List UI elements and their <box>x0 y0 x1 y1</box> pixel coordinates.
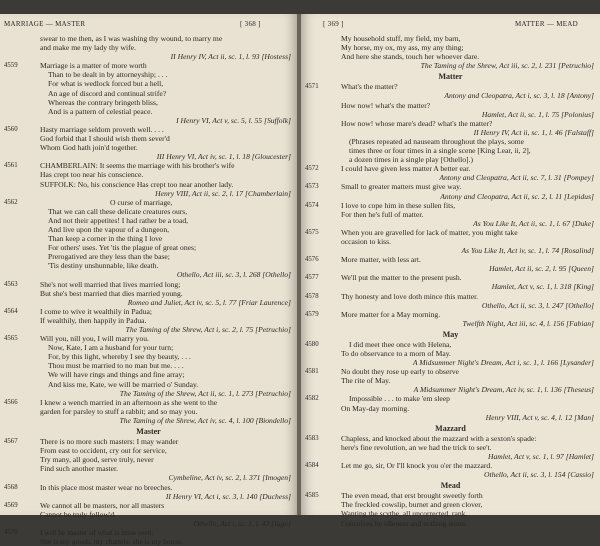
entry-number: 4564 <box>4 307 18 315</box>
quote-line <box>301 509 600 518</box>
quote-text: I come to wive it wealthily in Padua; <box>40 306 152 316</box>
quote-line <box>0 352 297 361</box>
quote-text: That we can call these delicate creatures ours, <box>48 206 188 216</box>
right-page-header <box>301 20 600 32</box>
citation-text: As You Like It, Act ii, sc. 1, l. 67 [Duke] <box>473 218 594 228</box>
quote-line <box>0 61 297 70</box>
entry-number: 4575 <box>305 228 319 236</box>
citation-line <box>301 173 600 182</box>
citation-text: Cymbeline, Act iv, sc. 2, l. 371 [Imogen] <box>168 473 291 483</box>
quote-text: Cannot be truly follow'd. <box>40 509 117 519</box>
entry-number: 4568 <box>4 483 18 491</box>
quote-text: Try many, all good, serve truly, never <box>40 455 154 465</box>
quote-line <box>301 119 600 128</box>
entry-number: 4566 <box>4 398 18 406</box>
quote-text: (Phrases repeated ad nauseam throughout the plays, some <box>349 136 525 146</box>
quote-line <box>0 243 297 252</box>
section-heading: Matter <box>438 72 463 82</box>
quote-line <box>0 537 297 546</box>
quote-line <box>301 376 600 385</box>
quote-text: My household stuff, my field, my barn, <box>341 34 461 43</box>
quote-text: More matter, with less art. <box>341 255 421 265</box>
citation-line <box>301 264 600 273</box>
quote-line <box>301 310 600 319</box>
quote-line <box>0 380 297 389</box>
quote-text: I could have given less matter A better ear. <box>341 164 471 174</box>
citation-text: A Midsummer Night's Dream, Act i, sc. 1, l. 166 [Lysander] <box>412 358 594 368</box>
quote-text: From east to occident, cry out for service, <box>40 446 167 456</box>
citation-text: Twelfth Night, Act iii, sc. 4, l. 156 [Fabian] <box>462 318 594 328</box>
quote-line <box>0 483 297 492</box>
quote-text: occasion to kiss. <box>341 236 391 246</box>
quote-line <box>0 79 297 88</box>
quote-line <box>0 446 297 455</box>
quote-line <box>301 52 600 61</box>
citation-text: Antony and Cleopatra, Act i, sc. 3, l. 18 [Antony] <box>444 91 594 101</box>
citation-line <box>301 91 600 100</box>
quote-text: O curse of marriage, <box>110 197 173 207</box>
quote-line <box>0 289 297 298</box>
entry-number: 4573 <box>305 183 319 191</box>
quote-text: If wealthily, then happily in Padua. <box>40 315 147 325</box>
entry-number: 4565 <box>4 335 18 343</box>
entry-number: 4579 <box>305 310 319 318</box>
citation-line <box>0 325 297 334</box>
running-head-right: MATTER — MEAD <box>515 20 579 28</box>
quote-text: Small to greater matters must give way. <box>341 182 462 192</box>
citation-text: Hamlet, Act ii, sc. 1, l. 75 [Polonius] <box>481 109 594 119</box>
quote-line <box>0 398 297 407</box>
quote-text: In this place most master wear no breeches. <box>40 482 173 492</box>
quote-text: For what is wedlock forced but a hell, <box>48 79 164 89</box>
quote-line <box>0 361 297 370</box>
citation-line <box>0 189 297 198</box>
quote-line <box>301 255 600 264</box>
quote-text: Whom God hath join'd together. <box>40 143 138 153</box>
citation-line <box>301 385 600 394</box>
quote-text: and make me my lady thy wife. <box>40 43 136 53</box>
citation-text: II Henry IV, Act ii, sc. 1, l. 93 [Hostess] <box>170 52 291 62</box>
quote-line <box>0 170 297 179</box>
quote-text: We'll put the matter to the present push. <box>341 273 462 283</box>
left-page <box>0 14 297 546</box>
quote-line <box>0 234 297 243</box>
quote-text: I did meet thee once with Helena, <box>349 339 452 349</box>
quote-line <box>0 70 297 79</box>
quote-line <box>0 528 297 537</box>
quote-line <box>301 273 600 282</box>
page-number-right: [ 369 ] <box>323 20 344 28</box>
quote-line <box>301 182 600 191</box>
entry-number: 4563 <box>4 280 18 288</box>
quote-text: Impossible . . . to make 'em sleep <box>349 394 450 404</box>
quote-text: And live upon the vapour of a dungeon, <box>48 224 170 234</box>
section-heading: Mead <box>440 481 461 491</box>
quote-line <box>301 404 600 413</box>
citation-line <box>0 270 297 279</box>
citation-line <box>301 110 600 119</box>
quote-line <box>0 280 297 289</box>
entry-number: 4576 <box>305 256 319 264</box>
citation-line <box>0 492 297 501</box>
quote-text: Wanting the scythe, all uncorrected, rank, <box>341 509 468 519</box>
quote-line <box>301 237 600 246</box>
section-heading: May <box>442 329 459 339</box>
quote-line <box>0 464 297 473</box>
citation-text: II Henry IV, Act ii, sc. 1, l. 46 [Falstaff] <box>473 127 594 137</box>
quote-text: SUFFOLK: No, his conscience Has crept too near another lady. <box>40 179 234 189</box>
quote-text: God forbid that I should wish them sever'd <box>40 134 170 144</box>
quote-text: 'Tis destiny unshunnable, like death. <box>48 261 159 271</box>
citation-line <box>301 61 600 70</box>
quote-text: And is a pattern of celestial peace. <box>48 106 153 116</box>
quote-text: And not their appetites! I had rather be a toad, <box>48 215 189 225</box>
citation-line <box>0 298 297 307</box>
quote-line <box>0 143 297 152</box>
quote-line <box>0 98 297 107</box>
quote-text: Chapless, and knocked about the mazzard with a sexton's spade: <box>341 433 537 443</box>
citation-text: Henry VIII, Act v, sc. 4, l. 12 [Man] <box>485 412 594 422</box>
citation-line <box>0 389 297 398</box>
entry-number: 4580 <box>305 340 319 348</box>
citation-line <box>0 473 297 482</box>
citation-line <box>301 219 600 228</box>
quote-line <box>0 316 297 325</box>
quote-line <box>0 134 297 143</box>
quote-line <box>0 261 297 270</box>
entry-number: 4578 <box>305 292 319 300</box>
citation-text: Antony and Cleopatra, Act ii, sc. 2, l. 11 [Lepidus] <box>440 191 594 201</box>
section-heading: Mazzard <box>435 423 466 433</box>
quote-text: How now! what's the matter? <box>341 100 431 110</box>
quote-text: Than to be dealt in by attorneyship; . . . <box>48 70 168 80</box>
quote-line <box>301 434 600 443</box>
quote-text: For, by this light, whereby I see thy beauty, . . . <box>48 352 191 362</box>
quote-line <box>0 334 297 343</box>
quote-line <box>0 198 297 207</box>
entry-number: 4560 <box>4 125 18 133</box>
quote-text: Has crept too near his conscience. <box>40 170 144 180</box>
citation-text: Hamlet, Act v, sc. 1, l. 318 [King] <box>491 282 594 292</box>
quote-text: I love to cope him in these sullen fits, <box>341 200 456 210</box>
quote-line <box>0 370 297 379</box>
quote-line <box>0 407 297 416</box>
entry-number: 4561 <box>4 162 18 170</box>
left-page-text <box>0 34 297 546</box>
quote-text: We will have rings and things and fine array; <box>48 370 185 380</box>
citation-line <box>0 416 297 425</box>
entry-number: 4572 <box>305 165 319 173</box>
quote-line <box>301 349 600 358</box>
quote-text: Find such another master. <box>40 464 119 474</box>
quote-text: Thou must be married to no man but me. . . . <box>48 361 184 371</box>
quote-line <box>0 89 297 98</box>
entry-number: 4581 <box>305 368 319 376</box>
quote-line <box>0 252 297 261</box>
quote-text: What's the matter? <box>341 82 398 92</box>
quote-text: There is no more such masters: I may wander <box>40 437 179 447</box>
quote-line <box>301 228 600 237</box>
left-page-header <box>0 20 297 32</box>
citation-line <box>0 152 297 161</box>
quote-line <box>0 207 297 216</box>
quote-text: I will be master of what is mine own: <box>40 527 154 537</box>
quote-text: She is my goods, my chattels; she is my house, <box>40 537 183 546</box>
quote-line <box>0 437 297 446</box>
citation-text: Othello, Act i, sc. 1, l. 43 [Iago] <box>193 518 291 528</box>
citation-line <box>301 358 600 367</box>
citation-line <box>301 282 600 291</box>
quote-line <box>0 343 297 352</box>
quote-text: Prerogatived are they less than the base; <box>48 252 170 262</box>
citation-text: I Henry VI, Act v, sc. 5, l. 55 [Suffolk] <box>176 115 291 125</box>
section-heading: Master <box>136 427 161 437</box>
quote-text: here's fine revolution, an we had the trick to see't. <box>341 442 492 452</box>
quote-text: garden for parsley to stuff a rabbit; and so may you. <box>40 406 198 416</box>
page-number-left: [ 368 ] <box>240 20 261 28</box>
citation-line <box>301 192 600 201</box>
quote-text: Whereas the contrary bringeth bliss, <box>48 97 158 107</box>
right-page <box>301 14 600 528</box>
quote-text: Will you, nill you, I will marry you. <box>40 334 149 344</box>
citation-line <box>301 452 600 461</box>
quote-line <box>0 34 297 43</box>
quote-text: Let me go, sir, Or I'll knock you o'er the mazzard. <box>341 461 493 471</box>
quote-text: When you are gravelled for lack of matter, you might take <box>341 227 518 237</box>
quote-line <box>0 216 297 225</box>
quote-line <box>301 146 600 155</box>
citation-text: Antony and Cleopatra, Act ii, sc. 7, l. 31 [Pompey] <box>439 173 594 183</box>
quote-line <box>301 461 600 470</box>
quote-line <box>301 367 600 376</box>
quote-line <box>301 137 600 146</box>
quote-text: I knew a wench married in an afternoon as she went to the <box>40 397 218 407</box>
quote-line <box>0 125 297 134</box>
quote-text: The even mead, that erst brought sweetly forth <box>341 491 483 501</box>
citation-text: Henry VIII, Act ii, sc. 2, l. 17 [Chamberlain] <box>155 188 291 198</box>
quote-line <box>301 340 600 349</box>
quote-line <box>301 292 600 301</box>
quote-line <box>0 307 297 316</box>
entry-number: 4571 <box>305 83 319 91</box>
quote-text: More matter for a May morning. <box>341 309 441 319</box>
quote-text: Marriage is a matter of more worth <box>40 61 147 71</box>
quote-line <box>301 500 600 509</box>
quote-text: No doubt they rose up early to observe <box>341 367 459 377</box>
quote-line <box>301 491 600 500</box>
quote-text: a dozen times in a single play [Othello].) <box>349 155 473 165</box>
entry-number: 4583 <box>305 434 319 442</box>
quote-line <box>301 155 600 164</box>
citation-text: The Taming of the Shrew, Act iv, sc. 4, l. 100 [Biondello] <box>119 415 291 425</box>
entry-number: 4567 <box>4 438 18 446</box>
quote-line <box>301 394 600 403</box>
citation-line <box>301 470 600 479</box>
citation-line <box>0 519 297 528</box>
citation-line <box>301 128 600 137</box>
citation-text: A Midsummer Night's Dream, Act iv, sc. 1, l. 136 [Theseus] <box>413 385 594 395</box>
quote-text: swear to me then, as I was washing thy wound, to marry me <box>40 34 223 43</box>
quote-line <box>301 43 600 52</box>
entry-number: 4582 <box>305 395 319 403</box>
citation-line <box>0 52 297 61</box>
quote-line <box>301 519 600 528</box>
quote-line <box>0 180 297 189</box>
quote-text: She's not well married that lives married long; <box>40 279 181 289</box>
quote-line <box>301 210 600 219</box>
citation-line <box>301 246 600 255</box>
quote-text: CHAMBERLAIN: It seems the marriage with his brother's wife <box>40 161 235 171</box>
citation-line <box>0 116 297 125</box>
quote-line <box>301 443 600 452</box>
quote-text: Than keep a corner in the thing I love <box>48 234 163 244</box>
citation-text: Romeo and Juliet, Act iv, sc. 5, l. 77 [Friar Laurence] <box>127 297 291 307</box>
running-head-left: MARRIAGE — MASTER <box>4 20 86 28</box>
quote-text: Thy honesty and love doth mince this matter. <box>341 291 479 301</box>
quote-line <box>0 510 297 519</box>
quote-text: On May-day morning. <box>341 403 410 413</box>
quote-text: We cannot all be masters, nor all masters <box>40 500 165 510</box>
quote-text: How now! whose mare's dead? what's the matter? <box>341 118 493 128</box>
quote-text: The freckled cowslip, burnet and green clover, <box>341 500 483 510</box>
entry-number: 4574 <box>305 201 319 209</box>
quote-line <box>301 164 600 173</box>
citation-text: II Henry VI, Act i, sc. 3, l. 140 [Duchess] <box>165 491 291 501</box>
citation-text: Hamlet, Act v, sc. 1, l. 97 [Hamlet] <box>487 451 594 461</box>
quote-line <box>0 225 297 234</box>
citation-text: As You Like It, Act iv, sc. 1, l. 74 [Rosalind] <box>461 246 594 256</box>
entry-number: 4559 <box>4 62 18 70</box>
quote-line <box>0 161 297 170</box>
right-page-text <box>301 34 600 528</box>
entry-number: 4569 <box>4 501 18 509</box>
quote-text: For others' uses. Yet 'tis the plague of great ones; <box>48 243 197 253</box>
quote-line <box>301 82 600 91</box>
quote-text: For then he's full of matter. <box>341 209 424 219</box>
quote-text: Now, Kate, I am a husband for your turn; <box>48 343 174 353</box>
citation-line <box>301 413 600 422</box>
citation-text: Othello, Act ii, sc. 3, l. 154 [Cassio] <box>484 470 594 480</box>
quote-text: My horse, my ox, my ass, my any thing; <box>341 43 464 53</box>
quote-text: The rite of May. <box>341 376 391 386</box>
citation-text: The Taming of the Shrew, Act i, sc. 2, l. 75 [Petruchio] <box>125 325 291 334</box>
quote-text: An age of discord and continual strife? <box>48 88 167 98</box>
citation-text: The Taming of the Shrew, Act ii, sc. 1, l. 273 [Petruchio] <box>119 388 291 398</box>
quote-text: But she's best married that dies married young. <box>40 288 183 298</box>
quote-line <box>301 201 600 210</box>
quote-line <box>0 455 297 464</box>
quote-text: And here she stands, touch her whoever dare. <box>341 52 480 62</box>
quote-text: To do observance to a morn of May. <box>341 349 451 358</box>
quote-line <box>301 101 600 110</box>
entry-number: 4562 <box>4 198 18 206</box>
entry-number: 4577 <box>305 274 319 282</box>
entry-number: 4585 <box>305 492 319 500</box>
quote-line <box>0 501 297 510</box>
quote-line <box>0 107 297 116</box>
quote-text: And kiss me, Kate, we will be married o' Sunday. <box>48 379 199 389</box>
quote-line <box>301 34 600 43</box>
citation-text: III Henry VI, Act iv, sc. 1, l. 18 [Gloucester] <box>156 152 291 162</box>
quote-text: Conceives by idleness and nothing teems <box>341 518 467 528</box>
entry-number: 4570 <box>4 528 18 536</box>
quote-text: times three or four times in a single scene [King Lear, ii, 2], <box>349 146 531 156</box>
citation-text: Hamlet, Act ii, sc. 2, l. 95 [Queen] <box>489 264 594 274</box>
citation-text: Othello, Act ii, sc. 3, l. 247 [Othello] <box>481 300 594 310</box>
quote-text: Hasty marriage seldom proveth well. . . . <box>40 124 164 134</box>
citation-line <box>301 319 600 328</box>
citation-text: Othello, Act iii, sc. 3, l. 268 [Othello] <box>176 270 291 280</box>
quote-line <box>0 43 297 52</box>
citation-text: The Taming of the Shrew, Act iii, sc. 2, l. 231 [Petruchio] <box>420 61 594 71</box>
entry-number: 4584 <box>305 462 319 470</box>
citation-line <box>301 301 600 310</box>
